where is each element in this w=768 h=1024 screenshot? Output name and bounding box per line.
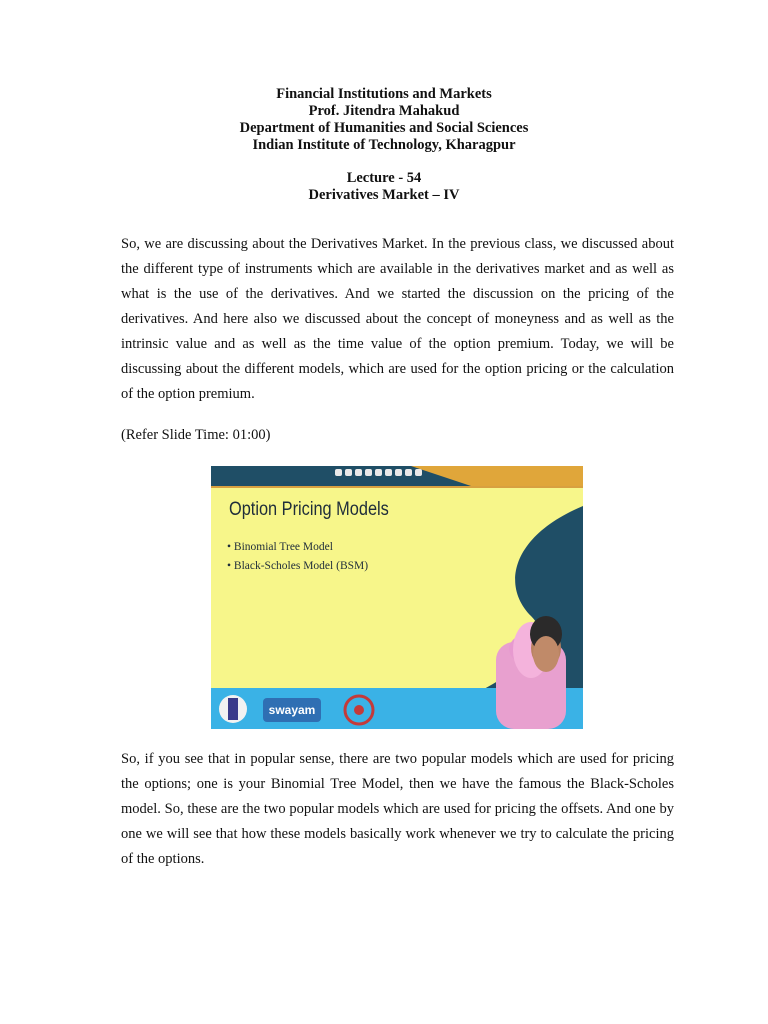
- redo-icon: [405, 469, 412, 476]
- pointer-icon: [335, 469, 342, 476]
- lecture-number: Lecture - 54: [346, 170, 422, 186]
- clear-icon: [415, 469, 422, 476]
- highlighter-icon: [365, 469, 372, 476]
- pen-icon: [345, 469, 352, 476]
- slide-toolbar: [335, 469, 422, 479]
- slide-bullet-list: [227, 538, 368, 576]
- intro-paragraph: So, we are discussing about the Derivatives Market. In the previous class, we discussed about the different type of instruments which are available in the derivatives market and as well as what is the use of the derivatives. And we started the discussion on the pricing of the derivatives. And here also we discussed about the concept of moneyness and as well as the intrinsic value and as well as the time value of the option premium. Today, we will be discussing about the different models, which are used for the option pricing or the calculation of the option premium.: [121, 236, 674, 402]
- department-name: Department of Humanities and Social Sciences: [239, 120, 529, 136]
- lecture-title: Derivatives Market – IV: [308, 187, 460, 203]
- bullet-bsm: • Black-Scholes Model (BSM): [227, 557, 368, 576]
- professor-name: Prof. Jitendra Mahakud: [308, 103, 460, 119]
- models-paragraph: So, if you see that in popular sense, there are two popular models which are used for pricing the options; one is your Binomial Tree Model, then we have the famous the Black-Scholes model. So, these are the two popular models which are used for pricing the offsets. And one by one we will see that how these models basically work whenever we try to calculate the pricing of the options.: [121, 751, 674, 867]
- lecture-slide-image: [211, 466, 583, 729]
- slide-time-reference: (Refer Slide Time: 01:00): [121, 427, 271, 443]
- undo-icon: [395, 469, 402, 476]
- lecture-heading: [0, 170, 768, 204]
- color-icon: [385, 469, 392, 476]
- slide-title: Option Pricing Models: [229, 499, 389, 520]
- swayam-logo: swayam: [263, 698, 321, 722]
- document-header: [0, 86, 768, 154]
- iit-kgp-logo-icon: [219, 695, 247, 723]
- line-icon: [375, 469, 382, 476]
- course-title: Financial Institutions and Markets: [276, 86, 492, 102]
- eraser-icon: [355, 469, 362, 476]
- presenter-figure: [496, 616, 566, 729]
- bullet-binomial: • Binomial Tree Model: [227, 538, 368, 557]
- institute-name: Indian Institute of Technology, Kharagpur: [252, 137, 516, 153]
